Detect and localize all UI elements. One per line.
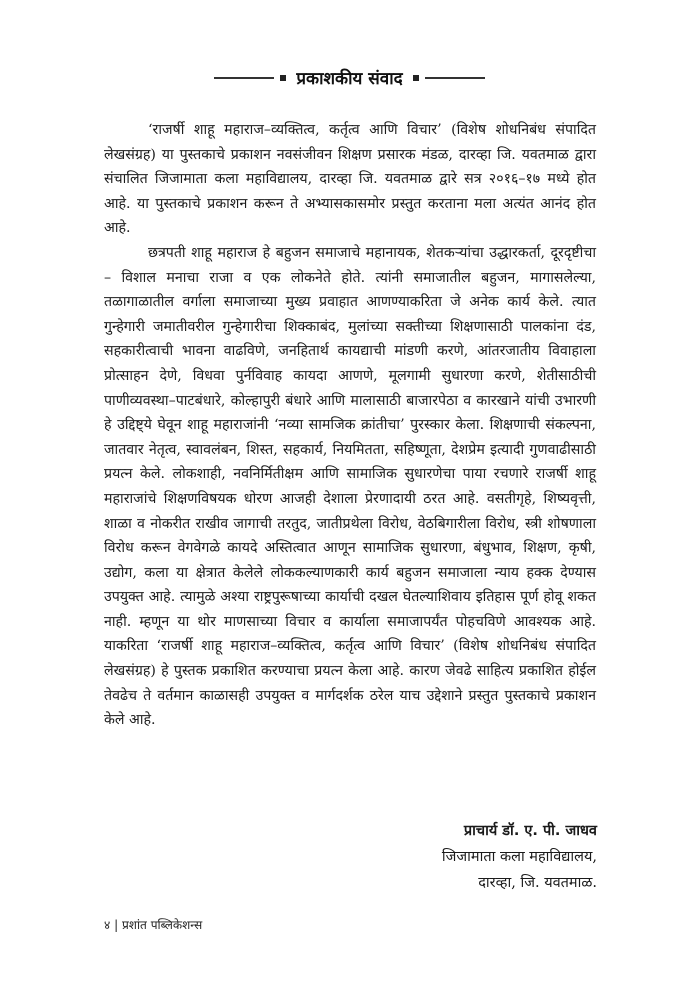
body-text bbox=[104, 118, 596, 733]
left-square-ornament bbox=[280, 75, 286, 81]
left-rule bbox=[214, 77, 274, 79]
page-footer bbox=[104, 916, 202, 933]
paragraph-2: छत्रपती शाहू महाराज हे बहुजन समाजाचे महानायक, शेतकऱ्यांचा उद्धारकर्ता, दूरदृष्टीचा – विशाल मनाचा राजा व एक लोकनेते होते. त्यांनी समाजातील बहुजन, मागासलेल्या, तळागाळातील वर्गाला समाजाच्या मुख्य प्रवाहात आणण्याकरिता जे अनेक कार्य केले. त्यात गुन्हेगारी जमातीवरील गुन्हेगारीचा शिक्काबंद, मुलांच्या सक्तीच्या शिक्षणासाठी पालकांना दंड, सहकारीत्वाची भावना वाढविणे, जनहितार्थ कायद्याची मांडणी करणे, आंतरजातीय विवाहाला प्रोत्साहन देणे, विधवा पुर्नविवाह कायदा आणणे, मूलगामी सुधारणा करणे, शेतीसाठीची पाणीव्यवस्था–पाटबंधारे, कोल्हापुरी बंधारे आणि मालासाठी बाजारपेठा व कारखाने यांची उभारणी हे उद्दिष्ट्ये घेवून शाहू महाराजांनी ‘नव्या सामजिक क्रांतीचा’ पुरस्कार केला. शिक्षणाची संकल्पना, जातवार नेतृत्व, स्वावलंबन, शिस्त, सहकार्य, नियमितता, सहिष्णूता, देशप्रेम इत्यादी गुणवाढीसाठी प्रयत्न केले. लोकशाही, नवनिर्मितीक्षम आणि सामाजिक सुधारणेचा पाया रचणारे राजर्षी शाहू महाराजांचे शिक्षणविषयक धोरण आजही देशाला प्रेरणादायी ठरत आहे. वसतीगृहे, शिष्यवृत्ती, शाळा व नोकरीत राखीव जागाची तरतुद, जातीप्रथेला विरोध, वेठबिगारीला विरोध, स्त्री शोषणाला विरोध करून वेगवेगळे कायदे अस्तित्वात आणून सामाजिक सुधारणा, बंधुभाव, शिक्षण, कृषी, उद्योग, कला या क्षेत्रात केलेले लोककल्याणकारी कार्य बहुजन समाजाला न्याय हक्क देण्यास उपयुक्त आहे. त्यामुळे अश्या राष्ट्रपुरूषाच्या कार्याची दखल घेतल्याशिवाय इतिहास पूर्ण होवू शकत नाही. म्हणून या थोर माणसाच्या विचार व कार्याला समाजापर्यंत पोहचविणे आवश्यक आहे. याकरिता ‘राजर्षी शाहू महाराज–व्यक्तित्व, कर्तृत्व आणि विचार’ (विशेष शोधनिबंध संपादित लेखसंग्रह) हे पुस्तक प्रकाशित करण्याचा प्रयत्न केला आहे. कारण जेवढे साहित्य प्रकाशित होईल तेवढेच ते वर्तमान काळासही उपयुक्त व मार्गदर्शक ठरेल याच उद्देशाने प्रस्तुत पुस्तकाचे प्रकाशन केले आहे. bbox=[104, 244, 596, 729]
signatory-place: दारव्हा, जि. यवतमाळ. bbox=[478, 875, 597, 891]
paragraph-1: ‘राजर्षी शाहू महाराज–व्यक्तित्व, कर्तृत्व आणि विचार’ (विशेष शोधनिबंध संपादित लेखसंग्रह) या पुस्तकाचे प्रकाशन नवसंजीवन शिक्षण प्रसारक मंडळ, दारव्हा जि. यवतमाळ द्वारा संचालित जिजामाता कला महाविद्यालय, दारव्हा जि. यवतमाळ द्वारे सत्र २०१६–१७ मध्ये होत आहे. या पुस्तकाचे प्रकाशन करून ते अभ्यासकासमोर प्रस्तुत करताना मला अत्यंत आनंद होत आहे. bbox=[104, 122, 596, 237]
page-number: ४ bbox=[104, 918, 111, 932]
signatory-institution: जिजामाता कला महाविद्यालय, bbox=[441, 849, 597, 865]
signature-block bbox=[442, 818, 597, 896]
page-title: प्रकाशकीय संवाद bbox=[296, 69, 403, 89]
section-heading bbox=[0, 66, 699, 89]
right-square-ornament bbox=[413, 75, 419, 81]
footer-separator: | bbox=[114, 918, 119, 932]
publisher-name: प्रशांत पब्लिकेशन्स bbox=[121, 918, 203, 932]
signatory-name: प्राचार्य डॉ. ए. पी. जाधव bbox=[463, 823, 597, 839]
right-rule bbox=[425, 77, 485, 79]
